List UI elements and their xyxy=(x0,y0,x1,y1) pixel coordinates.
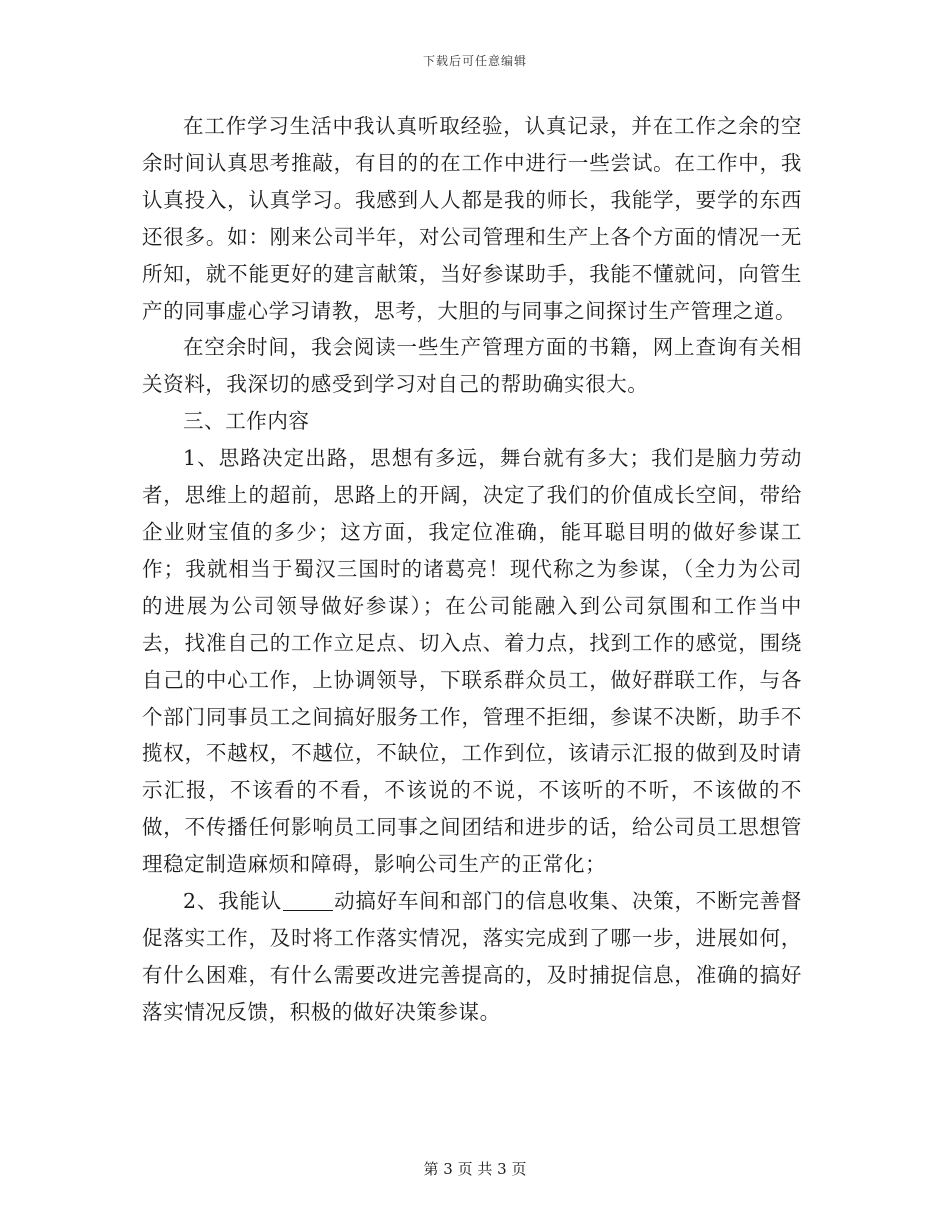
paragraph-item-2-rest: 动搞好车间和部门的信息收集、决策，不断完善督促落实工作，及时将工作落实情况，落实完成到了哪一步，进展如何，有什么困难，有什么需要改进完善提高的，及时捕捉信息，准确的搞好落实情况反馈，积极的做好决策参谋。 xyxy=(142,889,803,1024)
page-number: 第 3 页 共 3 页 xyxy=(423,1160,527,1178)
paragraph-item-2 xyxy=(142,883,802,1031)
paragraph-spare-time: 在空余时间，我会阅读一些生产管理方面的书籍，网上查询有关相关资料，我深切的感受到学习对自己的帮助确实很大。 xyxy=(142,335,802,397)
document-body xyxy=(142,108,802,1031)
paragraph-learning: 在工作学习生活中我认真听取经验，认真记录，并在工作之余的空余时间认真思考推敲，有目的的在工作中进行一些尝试。在工作中，我认真投入，认真学习。我感到人人都是我的师长，我能学，要学的东西还很多。如：刚来公司半年，对公司管理和生产上各个方面的情况一无所知，就不能更好的建言献策，当好参谋助手，我能不懂就问，向管生产的同事虚心学习请教，思考，大胆的与同事之间探讨生产管理之道。 xyxy=(142,114,802,323)
fill-in-blank xyxy=(283,890,333,912)
section-heading-work-content: 三、工作内容 xyxy=(183,409,310,434)
page-header: 下载后可任意编辑 xyxy=(422,54,527,68)
paragraph-item-2-start: 2、我能认 xyxy=(183,889,282,914)
paragraph-item-1: 1、思路决定出路，思想有多远，舞台就有多大；我们是脑力劳动者，思维上的超前，思路上的开阔，决定了我们的价值成长空间，带给企业财宝值的多少；这方面，我定位准确，能耳聪目明的做好参谋工作；我就相当于蜀汉三国时的诸葛亮！现代称之为参谋，（全力为公司的进展为公司领导做好参谋）；在公司能融入到公司氛围和工作当中去，找准自己的工作立足点、切入点、着力点，找到工作的感觉，围绕自己的中心工作，上协调领导，下联系群众员工，做好群联工作，与各个部门同事员工之间搞好服务工作，管理不拒细，参谋不决断，助手不揽权，不越权，不越位，不缺位，工作到位，该请示汇报的做到及时请示汇报，不该看的不看，不该说的不说，不该听的不听，不该做的不做，不传播任何影响员工同事之间团结和进步的话，给公司员工思想管理稳定制造麻烦和障碍，影响公司生产的正常化； xyxy=(142,446,802,877)
